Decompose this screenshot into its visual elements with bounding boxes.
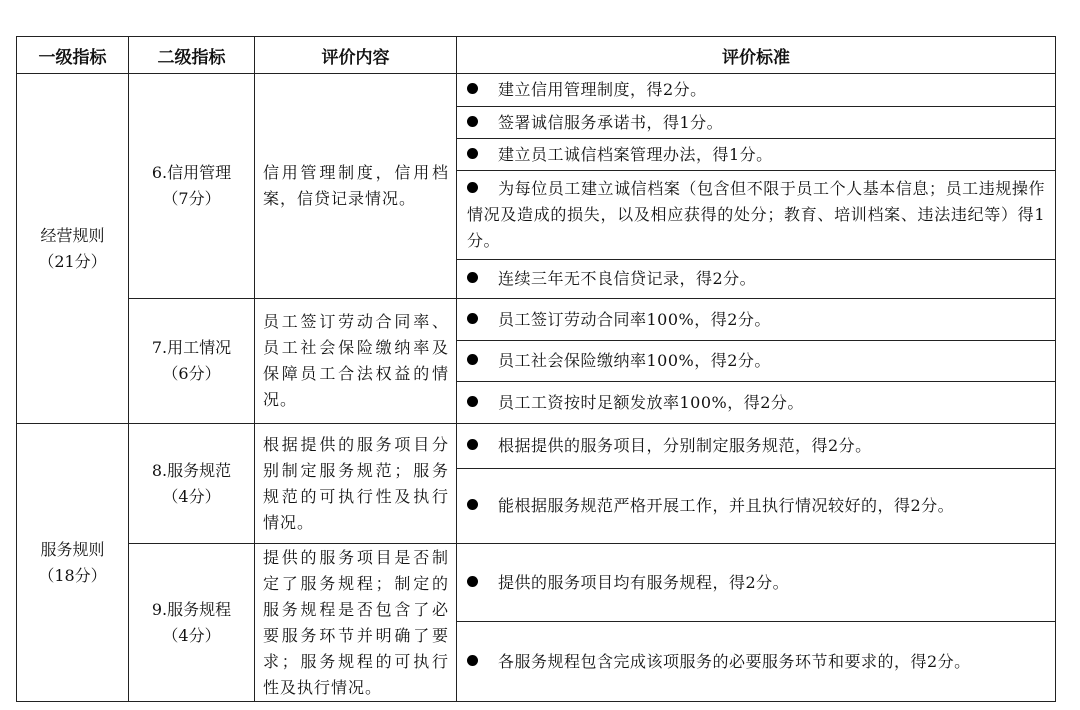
bullet-icon xyxy=(467,272,478,283)
bullet-icon xyxy=(467,83,478,94)
header-criteria: 评价标准 xyxy=(457,37,1056,74)
criterion-text: 签署诚信服务承诺书，得1分。 xyxy=(498,112,724,132)
table-row xyxy=(17,544,1056,622)
content-cell: 信用管理制度，信用档案，信贷记录情况。 xyxy=(255,74,457,299)
bullet-icon xyxy=(467,116,478,127)
bullet-icon xyxy=(467,396,478,407)
criterion-cell xyxy=(457,622,1056,702)
criterion-text: 建立信用管理制度，得2分。 xyxy=(498,80,707,99)
header-level2: 二级指标 xyxy=(129,37,255,74)
level2-cell xyxy=(129,74,255,299)
table-row xyxy=(17,299,1056,341)
content-cell: 员工签订劳动合同率、员工社会保险缴纳率及保障员工合法权益的情况。 xyxy=(255,299,457,424)
criterion-cell xyxy=(457,107,1056,139)
header-row xyxy=(17,37,1056,74)
criterion-cell xyxy=(457,469,1056,544)
bullet-icon xyxy=(467,499,478,510)
level2-score: （6分） xyxy=(162,364,221,383)
level1-cell xyxy=(17,74,129,424)
level2-title: 6.信用管理 xyxy=(151,163,232,182)
level2-title: 7.用工情况 xyxy=(151,338,232,357)
table-row xyxy=(17,424,1056,469)
criterion-text: 员工社会保险缴纳率100%，得2分。 xyxy=(498,351,771,370)
table-row xyxy=(17,74,1056,107)
level2-title: 9.服务规程 xyxy=(151,599,232,619)
criterion-text: 能根据服务规范严格开展工作，并且执行情况较好的，得2分。 xyxy=(498,496,955,515)
criterion-cell xyxy=(457,139,1056,171)
criterion-text: 建立员工诚信档案管理办法，得1分。 xyxy=(498,144,773,164)
level1-title: 经营规则 xyxy=(40,225,105,245)
content-cell: 提供的服务项目是否制定了服务规程；制定的服务规程是否包含了必要服务环节并明确了要求；服务规程的可执行性及执行情况。 xyxy=(255,544,457,702)
level1-title: 服务规则 xyxy=(40,539,105,559)
criterion-cell xyxy=(457,171,1056,260)
bullet-icon xyxy=(467,655,478,666)
bullet-icon xyxy=(467,439,478,450)
level2-score: （7分） xyxy=(162,189,221,208)
bullet-icon xyxy=(467,313,478,324)
criterion-text: 各服务规程包含完成该项服务的必要服务环节和要求的，得2分。 xyxy=(498,651,971,671)
level2-title: 8.服务规范 xyxy=(151,460,232,480)
level1-score: （18分） xyxy=(38,565,107,585)
evaluation-table xyxy=(16,36,1056,702)
criterion-cell xyxy=(457,299,1056,341)
criterion-cell xyxy=(457,544,1056,622)
criterion-text: 为每位员工建立诚信档案（包含但不限于员工个人基本信息；员工违规操作情况及造成的损失，以及相应获得的处分；教育、培训档案、违法违纪等）得1分。 xyxy=(467,179,1045,250)
level1-cell xyxy=(17,424,129,702)
level2-cell xyxy=(129,424,255,544)
level2-cell xyxy=(129,544,255,702)
criterion-cell xyxy=(457,382,1056,424)
criterion-text: 员工工资按时足额发放率100%，得2分。 xyxy=(498,392,804,412)
bullet-icon xyxy=(467,354,478,365)
level1-score: （21分） xyxy=(38,251,107,271)
level2-score: （4分） xyxy=(162,625,221,645)
header-level1: 一级指标 xyxy=(17,37,129,74)
bullet-icon xyxy=(467,576,478,587)
level2-score: （4分） xyxy=(162,486,221,506)
criterion-text: 员工签订劳动合同率100%，得2分。 xyxy=(498,309,771,329)
criterion-cell xyxy=(457,260,1056,299)
criterion-cell xyxy=(457,341,1056,382)
criterion-cell xyxy=(457,74,1056,107)
criterion-cell xyxy=(457,424,1056,469)
criterion-text: 根据提供的服务项目，分别制定服务规范，得2分。 xyxy=(498,436,872,455)
header-content: 评价内容 xyxy=(255,37,457,74)
bullet-icon xyxy=(467,182,478,193)
content-cell: 根据提供的服务项目分别制定服务规范；服务规范的可执行性及执行情况。 xyxy=(255,424,457,544)
criterion-text: 提供的服务项目均有服务规程，得2分。 xyxy=(498,572,790,592)
level2-cell xyxy=(129,299,255,424)
bullet-icon xyxy=(467,148,478,159)
criterion-text: 连续三年无不良信贷记录，得2分。 xyxy=(498,269,757,288)
